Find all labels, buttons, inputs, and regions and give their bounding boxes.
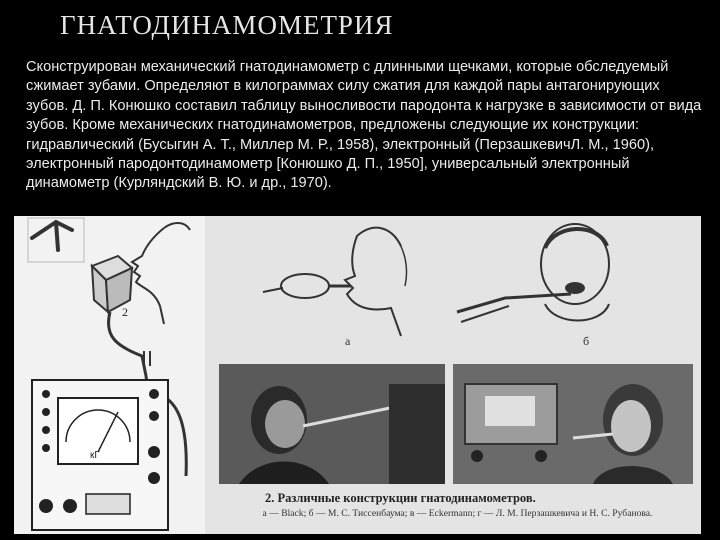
slide-paragraph: Сконструирован механический гнатодинамометр с длинными щечками, которые обследуемый сжимает зубами. Определяют в килограммах силу сжатия для каждой пары антагонирующих зубов. Д. П. Конюшко составил таблицу выносливости пародонта к нагрузке в зависимости от вида зубов. Кроме механических гнатодинамометров, предложены следующие их конструкции: гидравлический (Бусыгин А. Т., Миллер М. Р., 1958), электронный (ПерзашкевичЛ. М., 1960), электронный пародонтодинамометр [Конюшко Д. П., 1950], универсальный электронный динамометр (Курляндский В. Ю. и др., 1970). bbox=[26, 59, 702, 192]
figure-label-a: а bbox=[345, 334, 351, 348]
drawings-ab bbox=[205, 216, 701, 364]
gauge-drawing bbox=[14, 216, 205, 534]
figure-caption-legend: а — Black; б — М. С. Тиссенбаума; в — Eckermann; г — Л. М. Перзашкевича и Н. С. Рубанова. bbox=[262, 508, 653, 519]
figure-label-b: б bbox=[583, 334, 590, 348]
figure-panel bbox=[14, 216, 701, 534]
gauge-illustration bbox=[14, 216, 205, 534]
meter-unit: кГ bbox=[90, 450, 100, 461]
photo-c bbox=[219, 364, 445, 484]
photo-d-image bbox=[453, 364, 693, 484]
figure-right bbox=[205, 216, 701, 534]
device-number: 2 bbox=[122, 305, 128, 319]
figure-caption-title: 2. Различные конструкции гнатодинамометров. bbox=[265, 491, 536, 505]
photo-c-image bbox=[219, 364, 445, 484]
photo-d bbox=[453, 364, 693, 484]
slide-title: ГНАТОДИНАМОМЕТРИЯ bbox=[60, 10, 394, 40]
